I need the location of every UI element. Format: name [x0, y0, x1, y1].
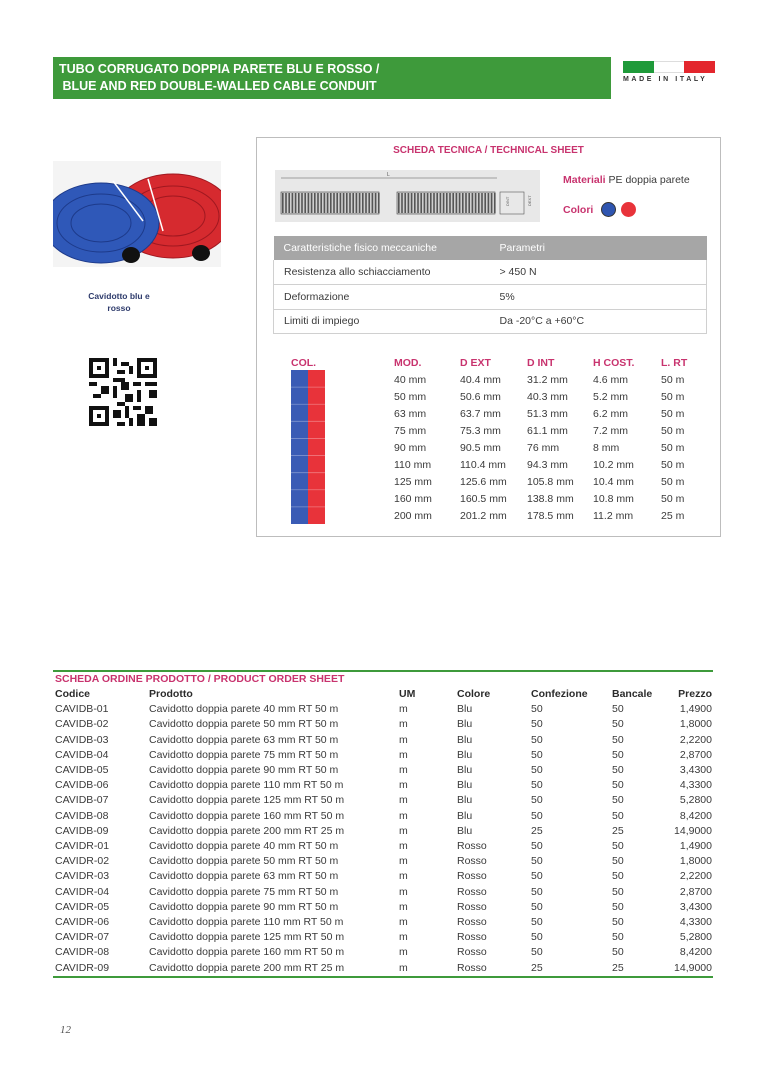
order-cell: m	[399, 779, 408, 792]
order-cell: 50	[612, 779, 624, 792]
order-cell: CAVIDR-08	[55, 946, 110, 959]
order-cell: CAVIDB-07	[55, 794, 109, 807]
order-cell: CAVIDB-03	[55, 733, 109, 746]
dint-label: DINT	[505, 196, 510, 206]
order-cell: Cavidotto doppia parete 63 mm RT 50 m	[149, 733, 339, 746]
order-cell: 5,2800	[679, 931, 712, 944]
table-row	[0, 855, 768, 870]
table-row	[0, 764, 768, 779]
dims-cell: 76 mm	[527, 442, 560, 454]
properties-header-cell: Caratteristiche fisico meccaniche	[274, 236, 490, 260]
dims-cell: 50 m	[661, 374, 685, 386]
order-cell: m	[399, 885, 408, 898]
property-name: Resistenza allo schiacciamento	[274, 260, 490, 285]
order-cell: 50	[531, 885, 543, 898]
order-cell: Rosso	[457, 885, 487, 898]
made-in-italy-text: MADE IN ITALY	[623, 76, 708, 83]
order-cell: Rosso	[457, 855, 487, 868]
order-cell: Cavidotto doppia parete 75 mm RT 50 m	[149, 748, 339, 761]
order-cell: Blu	[457, 794, 473, 807]
order-header-cell: Codice	[55, 688, 91, 700]
page-number: 12	[60, 1024, 71, 1036]
dims-cell: 160.5 mm	[460, 493, 507, 505]
order-cell: 50	[531, 855, 543, 868]
order-cell: 2,2200	[679, 870, 712, 883]
table-row	[0, 779, 768, 794]
table-row	[0, 962, 768, 977]
properties-table	[273, 236, 707, 334]
order-cell: m	[399, 900, 408, 913]
dims-cell: 6.2 mm	[593, 408, 629, 420]
order-cell: CAVIDB-01	[55, 703, 109, 716]
order-cell: m	[399, 824, 408, 837]
product-photo	[53, 161, 221, 267]
order-cell: 50	[612, 855, 624, 868]
order-cell: Rosso	[457, 900, 487, 913]
order-cell: 5,2800	[679, 794, 712, 807]
dims-cell: 160 mm	[394, 493, 432, 505]
order-cell: 50	[531, 733, 543, 746]
order-cell: Cavidotto doppia parete 40 mm RT 50 m	[149, 703, 339, 716]
dims-cell: 50 m	[661, 442, 685, 454]
order-cell: 50	[531, 931, 543, 944]
order-cell: CAVIDR-01	[55, 840, 110, 852]
dims-cell: 61.1 mm	[527, 425, 568, 437]
property-name: Limiti di impiego	[274, 309, 490, 334]
dims-cell: 50 m	[661, 476, 685, 488]
dims-cell: 178.5 mm	[527, 510, 574, 522]
order-header-row	[0, 688, 768, 703]
order-header-cell: Bancale	[612, 688, 653, 700]
order-cell: Blu	[457, 748, 473, 761]
table-row	[0, 734, 768, 749]
order-cell: Blu	[457, 764, 473, 776]
properties-header-cell: Parametri	[490, 236, 707, 260]
dims-cell: 138.8 mm	[527, 493, 574, 505]
order-cell: CAVIDR-06	[55, 916, 110, 928]
dims-cell: 40 mm	[394, 374, 427, 386]
properties-row	[274, 260, 707, 285]
order-header-cell: Prodotto	[149, 688, 193, 700]
dims-cell: 63 mm	[394, 408, 427, 420]
dims-cell: 75.3 mm	[460, 425, 501, 437]
title-italian: TUBO CORRUGATO DOPPIA PARETE BLU E ROSSO /	[59, 62, 380, 76]
order-cell: Cavidotto doppia parete 90 mm RT 50 m	[149, 900, 339, 913]
order-cell: 50	[531, 916, 543, 928]
order-header-cell: Colore	[457, 688, 491, 700]
order-cell: CAVIDB-05	[55, 764, 109, 776]
qr-code-icon[interactable]	[89, 357, 157, 427]
order-cell: 50	[531, 946, 543, 959]
order-cell: Cavidotto doppia parete 200 mm RT 25 m	[149, 824, 345, 837]
order-cell: 50	[531, 779, 543, 792]
order-cell: 50	[612, 718, 624, 731]
page-title	[53, 57, 611, 99]
dims-header-cell: H COST.	[593, 357, 635, 369]
order-cell: 50	[531, 794, 543, 807]
order-cell: Cavidotto doppia parete 110 mm RT 50 m	[149, 779, 344, 792]
table-row	[0, 886, 768, 901]
table-row	[0, 931, 768, 946]
property-value: > 450 N	[490, 260, 707, 285]
order-cell: 50	[612, 946, 624, 959]
order-cell: 1,4900	[679, 840, 712, 852]
order-cell: m	[399, 961, 408, 974]
order-cell: 50	[531, 703, 543, 716]
order-cell: Rosso	[457, 946, 487, 959]
order-cell: CAVIDR-04	[55, 885, 110, 898]
order-cell: m	[399, 703, 408, 716]
order-cell: Blu	[457, 703, 473, 716]
order-cell: Cavidotto doppia parete 125 mm RT 50 m	[149, 794, 345, 807]
order-cell: 50	[612, 794, 624, 807]
blue-color-swatch	[601, 202, 616, 217]
order-cell: Rosso	[457, 931, 487, 944]
caption-line: Cavidotto blu e	[88, 291, 150, 301]
order-cell: 3,4300	[679, 900, 712, 913]
order-cell: Cavidotto doppia parete 160 mm RT 50 m	[149, 809, 345, 822]
order-cell: Blu	[457, 718, 473, 731]
order-cell: 50	[612, 931, 624, 944]
dims-cell: 50 m	[661, 391, 685, 403]
order-cell: CAVIDB-09	[55, 824, 109, 837]
order-cell: m	[399, 855, 408, 868]
colors	[563, 202, 641, 217]
order-cell: 25	[612, 824, 624, 837]
property-name: Deformazione	[274, 285, 490, 310]
dims-cell: 50.6 mm	[460, 391, 501, 403]
order-cell: 50	[612, 885, 624, 898]
dims-header-cell: COL.	[291, 357, 317, 369]
order-header-cell: UM	[399, 688, 416, 700]
dims-cell: 50 m	[661, 493, 685, 505]
order-cell: 8,4200	[679, 809, 712, 822]
dims-cell: 50 m	[661, 425, 685, 437]
order-cell: Cavidotto doppia parete 125 mm RT 50 m	[149, 931, 345, 944]
order-cell: CAVIDR-05	[55, 900, 110, 913]
order-cell: Blu	[457, 809, 473, 822]
order-cell: Rosso	[457, 840, 487, 852]
order-cell: 50	[612, 748, 624, 761]
dims-cell: 7.2 mm	[593, 425, 629, 437]
length-label: L	[387, 172, 390, 178]
order-cell: m	[399, 840, 408, 852]
order-cell: 50	[612, 870, 624, 883]
dims-cell: 105.8 mm	[527, 476, 574, 488]
table-row	[0, 946, 768, 961]
order-cell: 50	[531, 718, 543, 731]
dims-header-cell: MOD.	[394, 357, 422, 369]
dims-cell: 50 mm	[394, 391, 427, 403]
dims-header-cell: D INT	[527, 357, 555, 369]
property-value: Da -20°C a +60°C	[490, 309, 707, 334]
made-in-italy-logo	[623, 61, 715, 83]
order-cell: Cavidotto doppia parete 160 mm RT 50 m	[149, 946, 345, 959]
order-cell: 3,4300	[679, 764, 712, 776]
order-cell: Blu	[457, 733, 473, 746]
order-header-cell: Confezione	[531, 688, 588, 700]
order-cell: 14,9000	[674, 824, 712, 837]
dims-cell: 31.2 mm	[527, 374, 568, 386]
order-cell: 50	[531, 900, 543, 913]
order-cell: 50	[531, 809, 543, 822]
table-row	[0, 825, 768, 840]
dims-cell: 75 mm	[394, 425, 427, 437]
dims-cell: 125.6 mm	[460, 476, 507, 488]
property-value: 5%	[490, 285, 707, 310]
properties-header-row	[274, 236, 707, 260]
order-cell: Cavidotto doppia parete 50 mm RT 50 m	[149, 855, 339, 868]
order-cell: 25	[531, 824, 543, 837]
order-cell: CAVIDR-02	[55, 855, 110, 868]
dext-label: DEXT	[527, 195, 532, 206]
order-cell: 50	[612, 733, 624, 746]
product-caption	[64, 290, 174, 314]
technical-sheet	[256, 137, 721, 537]
dims-cell: 201.2 mm	[460, 510, 507, 522]
dims-cell: 5.2 mm	[593, 391, 629, 403]
dims-cell: 50 m	[661, 459, 685, 471]
table-row	[0, 840, 768, 855]
dims-cell: 90.5 mm	[460, 442, 501, 454]
order-cell: 50	[612, 916, 624, 928]
order-cell: m	[399, 870, 408, 883]
dims-cell: 90 mm	[394, 442, 427, 454]
order-cell: m	[399, 809, 408, 822]
divider	[53, 670, 713, 672]
table-row	[0, 794, 768, 809]
dims-header-cell: D EXT	[460, 357, 491, 369]
order-cell: m	[399, 718, 408, 731]
table-row	[0, 718, 768, 733]
table-row	[0, 703, 768, 718]
order-cell: 50	[612, 809, 624, 822]
order-cell: m	[399, 946, 408, 959]
order-cell: Rosso	[457, 961, 487, 974]
dims-cell: 25 m	[661, 510, 685, 522]
order-cell: m	[399, 748, 408, 761]
order-cell: CAVIDB-08	[55, 809, 109, 822]
order-cell: 2,8700	[679, 748, 712, 761]
properties-row	[274, 309, 707, 334]
order-cell: 50	[612, 764, 624, 776]
dims-cell: 94.3 mm	[527, 459, 568, 471]
dims-cell: 200 mm	[394, 510, 432, 522]
materials-value: PE doppia parete	[608, 174, 690, 186]
dims-cell: 125 mm	[394, 476, 432, 488]
table-row	[0, 870, 768, 885]
order-cell: Blu	[457, 824, 473, 837]
order-cell: m	[399, 764, 408, 776]
dims-cell: 63.7 mm	[460, 408, 501, 420]
colors-label: Colori	[563, 203, 594, 216]
order-header-cell: Prezzo	[678, 688, 712, 700]
order-cell: 1,4900	[679, 703, 712, 716]
order-cell: Cavidotto doppia parete 50 mm RT 50 m	[149, 718, 339, 731]
order-cell: Rosso	[457, 870, 487, 883]
italian-flag-icon	[623, 61, 715, 73]
table-row	[0, 810, 768, 825]
order-cell: CAVIDR-03	[55, 870, 110, 883]
order-cell: 50	[612, 840, 624, 852]
order-cell: Cavidotto doppia parete 75 mm RT 50 m	[149, 885, 339, 898]
dims-cell: 10.4 mm	[593, 476, 634, 488]
dims-cell: 11.2 mm	[593, 510, 634, 522]
order-cell: CAVIDR-09	[55, 961, 110, 974]
table-row	[0, 916, 768, 931]
order-cell: 50	[531, 748, 543, 761]
order-cell: Rosso	[457, 916, 487, 928]
order-cell: 25	[531, 961, 543, 974]
order-cell: 1,8000	[679, 855, 712, 868]
dims-cell: 51.3 mm	[527, 408, 568, 420]
order-cell: Cavidotto doppia parete 40 mm RT 50 m	[149, 840, 339, 852]
order-cell: 8,4200	[679, 946, 712, 959]
order-cell: 50	[531, 764, 543, 776]
order-cell: 50	[612, 703, 624, 716]
order-cell: 2,8700	[679, 885, 712, 898]
technical-sheet-title: SCHEDA TECNICA / TECHNICAL SHEET	[393, 145, 584, 156]
dims-cell: 10.8 mm	[593, 493, 634, 505]
dims-header-cell: L. RT	[661, 357, 688, 369]
conduit-drawing	[275, 170, 540, 222]
order-cell: Blu	[457, 779, 473, 792]
dims-cell: 8 mm	[593, 442, 620, 454]
red-color-swatch	[621, 202, 636, 217]
order-cell: Cavidotto doppia parete 63 mm RT 50 m	[149, 870, 339, 883]
order-cell: 50	[612, 900, 624, 913]
color-bar-dividers	[291, 370, 325, 524]
order-cell: CAVIDB-06	[55, 779, 109, 792]
dims-cell: 10.2 mm	[593, 459, 634, 471]
order-cell: Cavidotto doppia parete 200 mm RT 25 m	[149, 961, 345, 974]
dims-cell: 4.6 mm	[593, 374, 629, 386]
properties-row	[274, 285, 707, 310]
order-cell: CAVIDB-04	[55, 748, 109, 761]
order-cell: m	[399, 916, 408, 928]
table-row	[0, 749, 768, 764]
title-english: BLUE AND RED DOUBLE-WALLED CABLE CONDUIT	[59, 79, 377, 93]
dims-cell: 40.4 mm	[460, 374, 501, 386]
order-sheet-title: SCHEDA ORDINE PRODOTTO / PRODUCT ORDER SHEET	[55, 673, 345, 685]
order-cell: 50	[531, 840, 543, 852]
divider	[53, 976, 713, 978]
order-cell: Cavidotto doppia parete 90 mm RT 50 m	[149, 764, 339, 776]
order-cell: 25	[612, 961, 624, 974]
order-cell: CAVIDR-07	[55, 931, 110, 944]
dims-cell: 110 mm	[394, 459, 432, 471]
dims-cell: 110.4 mm	[460, 459, 506, 471]
table-row	[0, 901, 768, 916]
order-cell: 4,3300	[679, 779, 712, 792]
order-cell: 14,9000	[674, 961, 712, 974]
order-cell: 4,3300	[679, 916, 712, 928]
order-cell: CAVIDB-02	[55, 718, 109, 731]
order-cell: m	[399, 794, 408, 807]
dims-cell: 40.3 mm	[527, 391, 568, 403]
order-cell: 2,2200	[679, 733, 712, 746]
order-cell: Cavidotto doppia parete 110 mm RT 50 m	[149, 916, 344, 928]
caption-line: rosso	[107, 303, 131, 313]
dims-cell: 50 m	[661, 408, 685, 420]
order-cell: m	[399, 931, 408, 944]
order-cell: 50	[531, 870, 543, 883]
materials-label: Materiali	[563, 174, 606, 186]
order-cell: m	[399, 733, 408, 746]
materials	[563, 174, 690, 186]
order-cell: 1,8000	[679, 718, 712, 731]
